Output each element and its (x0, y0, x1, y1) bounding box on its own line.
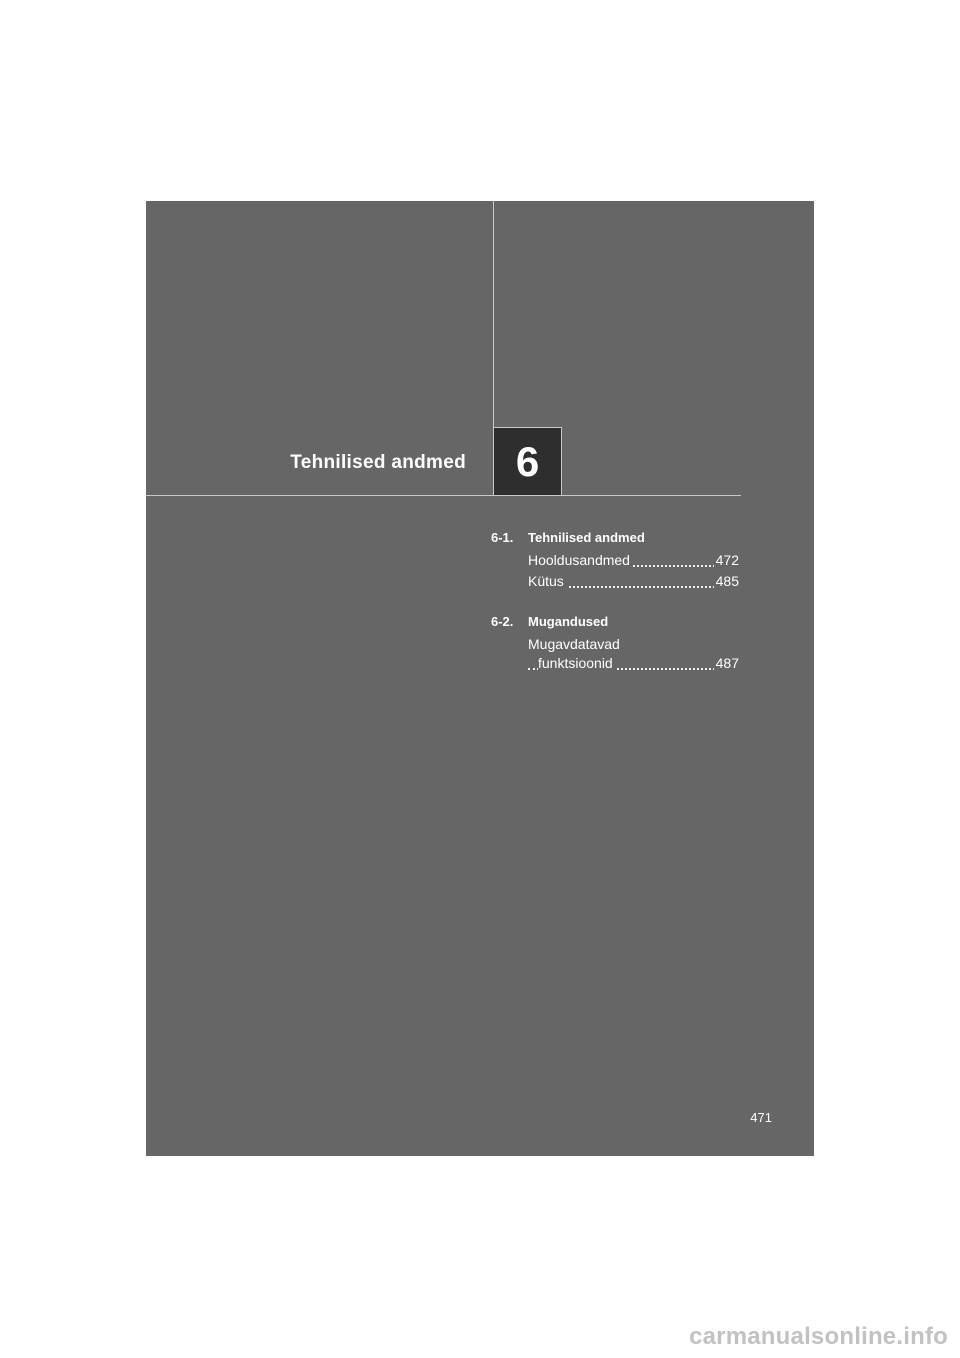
page-number: 471 (750, 1110, 772, 1125)
toc-entry[interactable] (528, 573, 739, 594)
chapter-panel (146, 201, 814, 1156)
entry-label: Hooldusandmed (528, 552, 633, 568)
toc-entry[interactable] (528, 655, 739, 676)
chapter-title: Tehnilised andmed (290, 452, 466, 473)
entry-page: 485 (715, 573, 739, 589)
chapter-number: 6 (515, 437, 540, 485)
toc-section-heading[interactable] (491, 614, 739, 632)
section-number: 6-1. (491, 530, 514, 545)
section-title: Mugandused (528, 614, 609, 629)
section-title: Tehnilised andmed (528, 530, 645, 545)
watermark: carmanualsonline.info (689, 1323, 948, 1350)
horizontal-divider (146, 495, 741, 496)
toc-entry[interactable] (528, 552, 739, 573)
toc-entry-first-line[interactable]: Mugavdatavad (528, 636, 620, 652)
entry-page: 487 (715, 655, 739, 671)
section-number: 6-2. (491, 614, 514, 629)
entry-label: Kütus (528, 573, 567, 589)
toc-section-heading[interactable] (491, 530, 739, 548)
entry-label: funktsioonid (538, 655, 616, 671)
entry-page: 472 (715, 552, 739, 568)
chapter-number-box (494, 427, 562, 495)
table-of-contents (491, 530, 739, 676)
